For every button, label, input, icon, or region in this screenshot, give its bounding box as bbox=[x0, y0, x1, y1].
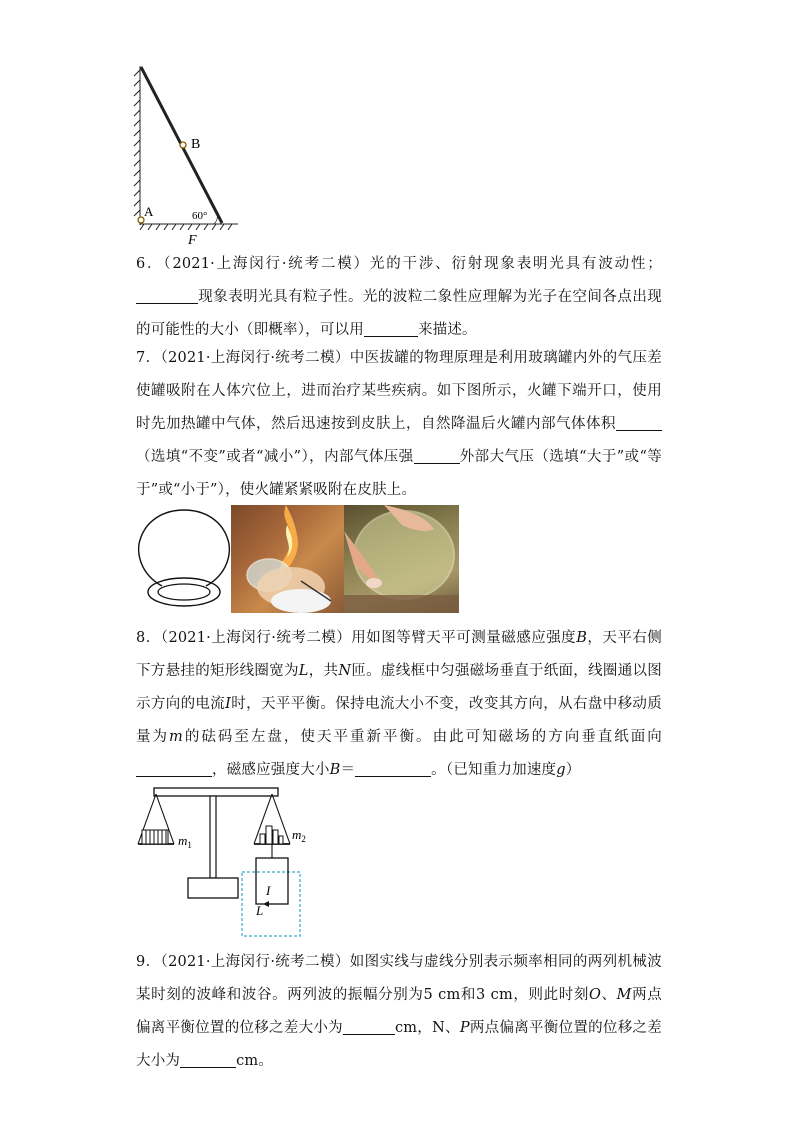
q9-text-1: 如图实线与虚线分别表示频率相同的两列机械波某时刻的波峰和波谷。两列波的振幅分别为5 cm和3 cm，则此时刻 bbox=[136, 954, 662, 1003]
q7-blank-1[interactable] bbox=[616, 414, 662, 431]
q8-text-6: 的砝码至左盘，使天平重新平衡。由此可知磁场的方向垂直纸面向 bbox=[183, 729, 662, 745]
label-b: B bbox=[191, 137, 201, 152]
q7-text-3: 外部大气压（选填“大于”或“等于”或“小于”），使火罐紧紧吸附在皮肤上。 bbox=[136, 449, 662, 498]
q9-text-2: 两点偏离平衡位置的位移之差大小为 bbox=[136, 987, 662, 1036]
q9-text-5: cm。 bbox=[236, 1053, 274, 1069]
q6-number: 6． bbox=[136, 256, 164, 272]
label-a: A bbox=[144, 204, 154, 219]
q9-blank-2[interactable] bbox=[180, 1051, 236, 1068]
question-9 bbox=[136, 946, 662, 1078]
cupping-photo-flame bbox=[231, 505, 344, 613]
q8-var-b: B bbox=[576, 630, 588, 646]
q8-var-l: L bbox=[298, 663, 309, 679]
flame-photo-art bbox=[231, 505, 344, 613]
q9-var-m: M bbox=[616, 987, 632, 1003]
q8-number: 8． bbox=[136, 630, 161, 646]
question-7 bbox=[136, 342, 662, 507]
pole-wall-figure bbox=[128, 58, 248, 248]
q7-text-2: （选填“不变”或者“减小”），内部气体压强 bbox=[136, 449, 414, 465]
q8-text-9: ） bbox=[565, 762, 581, 778]
label-l: L bbox=[256, 903, 264, 918]
balance-base bbox=[188, 878, 238, 898]
q8-text-7: ，磁感应强度大小 bbox=[212, 762, 330, 778]
q8-eq: ＝ bbox=[340, 762, 356, 778]
q8-text-8: 。（已知重力加速度 bbox=[431, 762, 557, 778]
question-8 bbox=[136, 622, 662, 787]
q9-source: （2021·上海闵行·统考二模） bbox=[160, 954, 350, 970]
q9-text-4: 两点偏离平衡位置的位移之差大小为 bbox=[136, 1020, 662, 1069]
balance-figure bbox=[134, 782, 314, 942]
q6-source: （2021·上海闵行·统考二模） bbox=[163, 256, 370, 272]
q9-number: 9． bbox=[136, 954, 161, 970]
q9-sep: 、 bbox=[601, 987, 617, 1003]
q6-blank-2[interactable] bbox=[364, 320, 418, 337]
q7-source: （2021·上海闵行·统考二模） bbox=[160, 350, 350, 366]
balance-beam bbox=[154, 788, 278, 796]
q8-text-4: 匝。虚线框中匀强磁场垂直于纸面，线圈通以图示方向的电流 bbox=[136, 663, 663, 712]
label-f: F bbox=[188, 233, 197, 248]
wall-hatching bbox=[134, 66, 140, 225]
q8-blank-2[interactable] bbox=[355, 760, 431, 777]
q8-text-2: ，天平右侧下方悬挂的矩形线圈宽为 bbox=[136, 630, 663, 679]
q8-text-5: 时，天平平衡。保持电流大小不变，改变其方向，从右盘中移动质量为 bbox=[136, 696, 662, 745]
cup-sketch-figure bbox=[136, 508, 232, 614]
label-angle: 60° bbox=[192, 210, 208, 222]
q8-blank-1[interactable] bbox=[136, 760, 212, 777]
q6-text-3: 来描述。 bbox=[417, 322, 477, 338]
q9-blank-1[interactable] bbox=[343, 1018, 395, 1035]
q6-text-1: 光的干涉、衍射现象表明光具有波动性； bbox=[369, 256, 662, 272]
q8-source: （2021·上海闵行·统考二模） bbox=[160, 630, 352, 646]
q9-var-o: O bbox=[589, 987, 602, 1003]
label-m2: $m_2$ bbox=[292, 827, 306, 844]
right-weights bbox=[260, 826, 283, 844]
label-i: I bbox=[266, 883, 271, 898]
q8-var-m: m bbox=[169, 729, 183, 745]
q9-var-p: P bbox=[459, 1020, 470, 1036]
question-6 bbox=[136, 248, 662, 347]
q8-var-b-eq: B bbox=[329, 762, 341, 778]
q6-blank-1[interactable] bbox=[136, 287, 198, 304]
q8-text-3: ，共 bbox=[308, 663, 339, 679]
cupping-photo-skin bbox=[344, 505, 459, 613]
q8-var-i: I bbox=[225, 696, 232, 712]
q8-var-g: g bbox=[556, 762, 566, 778]
q7-blank-2[interactable] bbox=[414, 447, 460, 464]
q7-text-1: 中医拔罐的物理原理是利用玻璃罐内外的气压差使罐吸附在人体穴位上，进而治疗某些疾病。如下图所示，火罐下端开口，使用时先加热罐中气体，然后迅速按到皮肤上，自然降温后火罐内部气体体积 bbox=[136, 350, 662, 432]
q7-number: 7． bbox=[136, 350, 161, 366]
coil-rect bbox=[256, 858, 288, 904]
label-m1: $m_1$ bbox=[178, 833, 192, 850]
balance-post bbox=[210, 796, 216, 878]
q8-text-1: 用如图等臂天平可测量磁感应强度 bbox=[351, 630, 577, 646]
floor-hatching bbox=[140, 224, 238, 230]
left-weights bbox=[142, 830, 168, 844]
q6-text-2: 现象表明光具有粒子性。光的波粒二象性应理解为光子在空间各点出现的可能性的大小（即概率），可以用 bbox=[136, 289, 662, 338]
skin-photo-art bbox=[344, 505, 459, 613]
point-b-marker bbox=[180, 142, 186, 148]
q8-var-n: N bbox=[338, 663, 352, 679]
q9-text-3: cm，N、 bbox=[394, 1020, 460, 1036]
